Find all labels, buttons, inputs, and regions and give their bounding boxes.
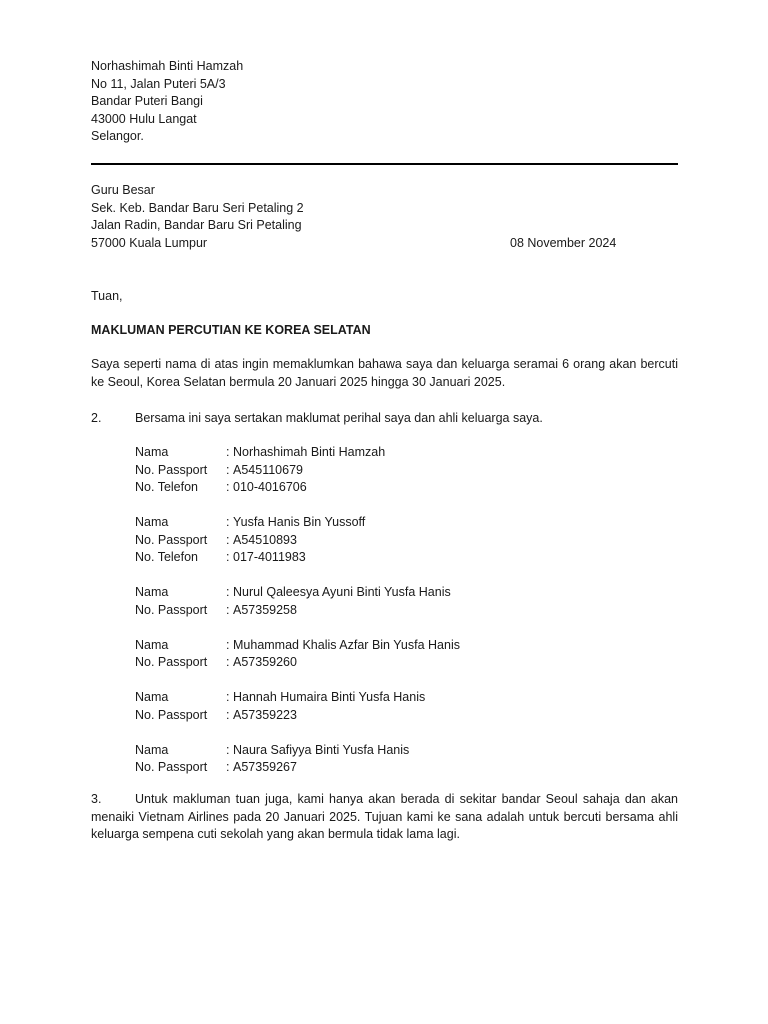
name-label: Nama: [135, 742, 169, 757]
member-name: Norhashimah Binti Hamzah: [233, 445, 386, 459]
member-passport: A545110679: [233, 462, 303, 477]
sender-address: [91, 58, 243, 146]
member-entry: [135, 742, 675, 777]
member-name: Nurul Qaleesya Ayuni Binti Yusfa Hanis: [233, 585, 451, 599]
passport-label: No. Passport: [135, 462, 208, 477]
phone-label: No. Telefon: [135, 550, 199, 564]
passport-label: No. Passport: [135, 655, 208, 669]
paragraph-text: Untuk makluman tuan juga, kami hanya akan berada di sekitar bandar Seoul sahaja dan akan menaiki Vietnam Airlines pada 20 Januari 2025. Tujuan kami ke sana adalah untuk bercuti bersama ahli keluarga sempena cuti sekolah yang akan bermula tidak lama lagi.: [91, 792, 678, 841]
separator: :: [226, 760, 230, 774]
recipient-address: [91, 182, 304, 252]
recipient-address-line: Jalan Radin, Bandar Baru Sri Petaling: [91, 218, 302, 232]
letter-date: 08 November 2024: [510, 236, 617, 250]
member-entry: [135, 637, 675, 672]
passport-label: No. Passport: [135, 532, 208, 547]
member-entry: [135, 514, 675, 567]
separator: :: [226, 690, 230, 704]
member-name: Hannah Humaira Binti Yusfa Hanis: [233, 690, 426, 704]
separator: :: [226, 602, 230, 617]
passport-label: No. Passport: [135, 760, 208, 774]
member-name: Yusfa Hanis Bin Yussoff: [233, 515, 366, 529]
member-entry: [135, 584, 675, 619]
passport-label: No. Passport: [135, 602, 208, 617]
separator: :: [226, 585, 230, 599]
sender-address-line: No 11, Jalan Puteri 5A/3: [91, 76, 226, 91]
name-label: Nama: [135, 690, 169, 704]
member-phone: 017-4011983: [233, 550, 306, 564]
header-divider: [91, 163, 678, 165]
member-passport: A54510893: [233, 532, 297, 547]
member-passport: A57359223: [233, 707, 297, 722]
sender-name: Norhashimah Binti Hamzah: [91, 59, 244, 73]
phone-label: No. Telefon: [135, 480, 199, 494]
member-passport: A57359260: [233, 655, 297, 669]
name-label: Nama: [135, 515, 169, 529]
sender-address-line: Bandar Puteri Bangi: [91, 94, 203, 108]
name-label: Nama: [135, 585, 169, 599]
passport-label: No. Passport: [135, 707, 208, 722]
member-entry: [135, 444, 675, 497]
family-member-list: [135, 444, 675, 794]
paragraph-3: [91, 791, 678, 844]
recipient-address-line: 57000 Kuala Lumpur: [91, 235, 208, 250]
paragraph-2: [91, 410, 678, 428]
recipient-title: Guru Besar: [91, 183, 155, 197]
separator: :: [226, 655, 230, 669]
recipient-address-line: Sek. Keb. Bandar Baru Seri Petaling 2: [91, 200, 304, 215]
paragraph-text: Bersama ini saya sertakan maklumat perihal saya dan ahli keluarga saya.: [135, 411, 543, 425]
sender-address-line: Selangor.: [91, 129, 144, 143]
paragraph-number: 2.: [91, 411, 102, 425]
separator: :: [226, 480, 230, 494]
separator: :: [226, 707, 230, 722]
paragraph-1: Saya seperti nama di atas ingin memaklumkan bahawa saya dan keluarga seramai 6 orang akan bercuti ke Seoul, Korea Selatan bermula 20 Januari 2025 hingga 30 Januari 2025.: [91, 357, 678, 389]
separator: :: [226, 532, 230, 547]
member-name: Naura Safiyya Binti Yusfa Hanis: [233, 742, 410, 757]
separator: :: [226, 445, 230, 459]
member-entry: [135, 689, 675, 724]
name-label: Nama: [135, 637, 169, 652]
name-label: Nama: [135, 445, 169, 459]
member-name: Muhammad Khalis Azfar Bin Yusfa Hanis: [233, 637, 460, 652]
salutation: Tuan,: [91, 289, 123, 303]
separator: :: [226, 742, 230, 757]
separator: :: [226, 462, 230, 477]
member-passport: A57359258: [233, 602, 297, 617]
separator: :: [226, 550, 230, 564]
member-phone: 010-4016706: [233, 480, 307, 494]
member-passport: A57359267: [233, 760, 297, 774]
separator: :: [226, 637, 230, 652]
letter-subject: MAKLUMAN PERCUTIAN KE KOREA SELATAN: [91, 323, 371, 337]
sender-address-line: 43000 Hulu Langat: [91, 111, 197, 126]
separator: :: [226, 515, 230, 529]
paragraph-number: 3.: [91, 792, 102, 806]
